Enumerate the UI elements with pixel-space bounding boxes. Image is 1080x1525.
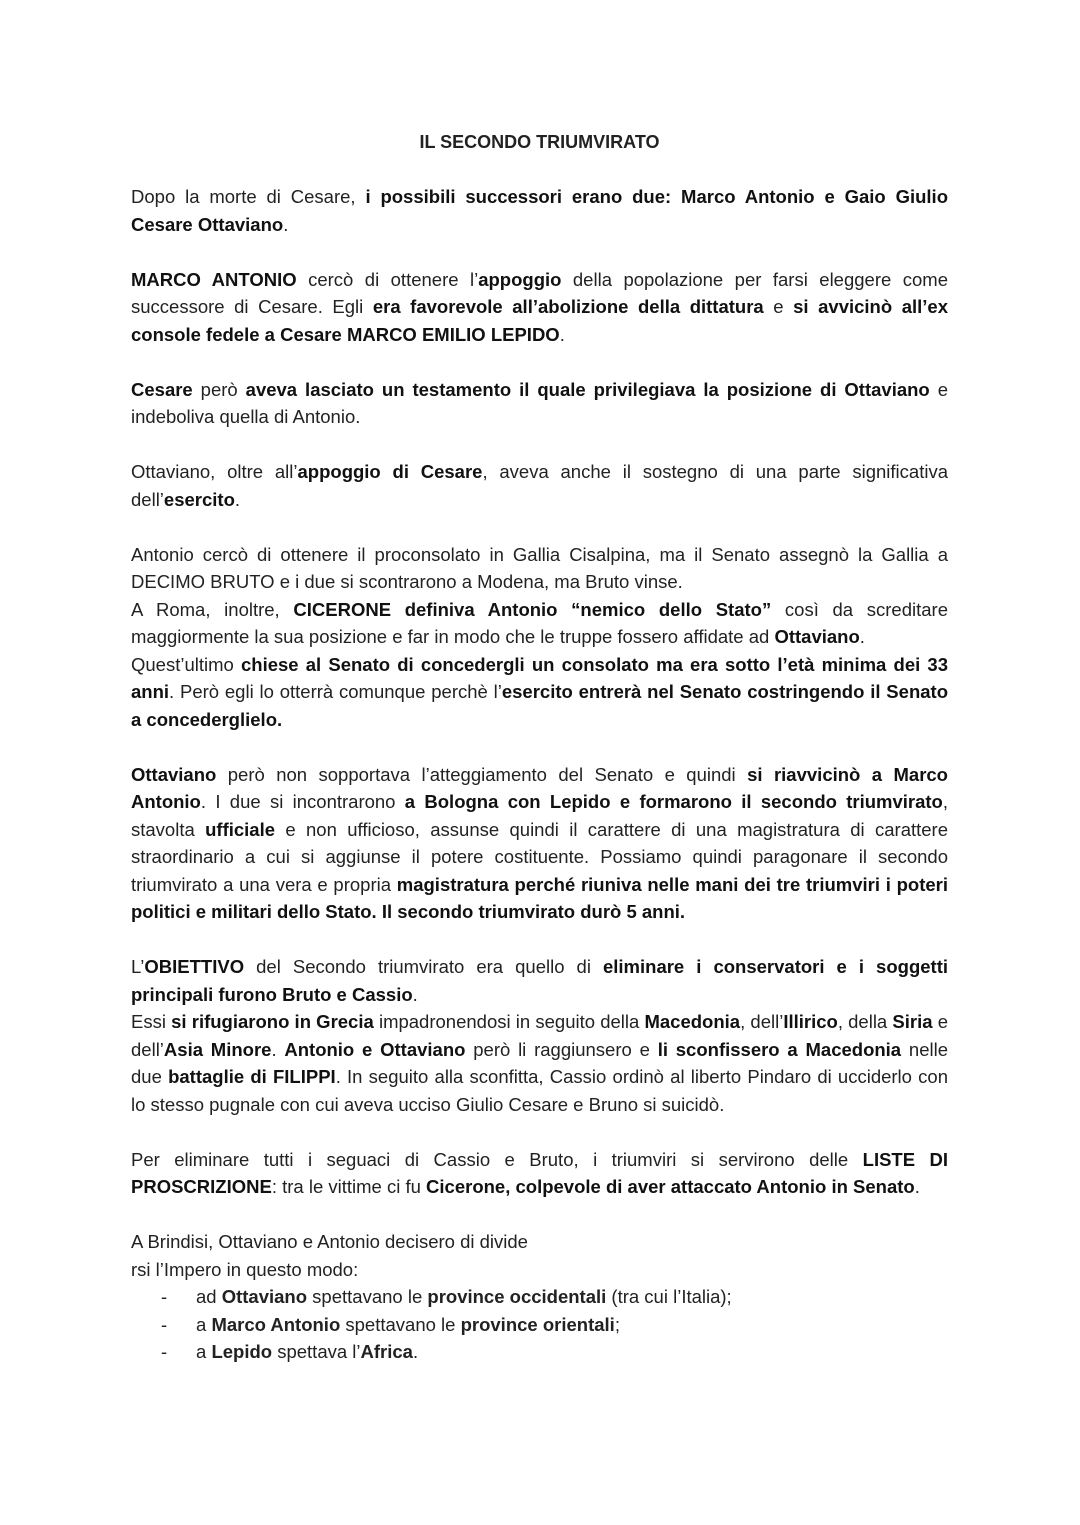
- paragraph-triumvirato: Ottaviano però non sopportava l’atteggiamento del Senato e quindi si riavvicinò a Marco Antonio. I due si incontrarono a Bologna con Lepido e formarono il secondo triumvirato, stavolta ufficiale e non ufficioso, assunse quindi il carattere di una magistratura di carattere straordinario a cui si aggiunse il potere costituente. Possiamo quindi paragonare il secondo triumvirato a una vera e propria magistratura perché riuniva nelle mani dei tre triumviri i poteri politici e militari dello Stato. Il secondo triumvirato durò 5 anni.: [131, 763, 948, 922]
- bold-text: eliminare i conservatori e i soggetti principali furono Bruto e Cassio: [131, 956, 948, 1005]
- paragraph-obiettivo: L’OBIETTIVO del Secondo triumvirato era quello di eliminare i conservatori e i soggetti principali furono Bruto e Cassio.: [131, 956, 948, 1005]
- list-item: - a Lepido spettava l’Africa.: [131, 1338, 948, 1366]
- bold-text: magistratura perché riuniva nelle mani dei tre triumviri i poteri politici e militari dello Stato. Il secondo triumvirato durò 5 anni.: [131, 873, 948, 922]
- bold-text: MARCO ANTONIO: [131, 268, 297, 290]
- list-item: - ad Ottaviano spettavano le province occidentali (tra cui l’Italia);: [131, 1283, 948, 1311]
- list-item: - a Marco Antonio spettavano le province orientali;: [131, 1311, 948, 1339]
- bold-text: si avvicinò all’ex console fedele a Cesare MARCO EMILIO LEPIDO: [131, 296, 948, 345]
- bold-text: province orientali: [460, 1313, 615, 1335]
- bold-text: LISTE DI PROSCRIZIONE: [131, 1148, 948, 1197]
- paragraph-successori: Dopo la morte di Cesare, i possibili successori erano due: Marco Antonio e Gaio Giulio Cesare Ottaviano.: [131, 186, 948, 235]
- paragraph-modena: Antonio cercò di ottenere il proconsolato in Gallia Cisalpina, ma il Senato assegnò la Gallia a DECIMO BRUTO e i due si scontrarono a Modena, ma Bruto vinse.: [131, 543, 948, 592]
- bold-text: appoggio di Cesare: [297, 461, 483, 482]
- bold-text: CICERONE definiva Antonio “nemico dello Stato”: [293, 598, 772, 620]
- bold-text: ufficiale: [205, 818, 276, 840]
- bold-text: Marco Antonio: [211, 1313, 341, 1335]
- bold-text: Antonio e Ottaviano: [284, 1038, 466, 1060]
- paragraph-testamento: Cesare però aveva lasciato un testamento il quale privilegiava la posizione di Ottaviano e indeboliva quella di Antonio.: [131, 378, 948, 427]
- bold-text: si riavvicinò a Marco Antonio: [131, 763, 948, 812]
- bold-text: province occidentali: [427, 1286, 607, 1307]
- paragraph-proscrizione: Per eliminare tutti i seguaci di Cassio e Bruto, i triumviri si servirono delle LISTE DI PROSCRIZIONE: tra le vittime ci fu Cicerone, colpevole di aver attaccato Antonio in Senato.: [131, 1148, 948, 1197]
- bold-text: Ottaviano: [221, 1286, 308, 1307]
- bold-text: a Bologna con Lepido e formarono il secondo triumvirato: [404, 791, 943, 812]
- bold-text: si rifugiarono in Grecia: [171, 1011, 374, 1032]
- bold-text: i possibili successori erano due: Marco Antonio e Gaio Giulio Cesare Ottaviano: [131, 186, 948, 235]
- paragraph-ottaviano-esercito: Ottaviano, oltre all’appoggio di Cesare, aveva anche il sostegno di una parte significativa dell’esercito.: [131, 461, 948, 510]
- bold-text: Africa: [360, 1341, 413, 1362]
- paragraph-brindisi-cont: rsi l’Impero in questo modo:: [131, 1258, 359, 1280]
- paragraph-cicerone: A Roma, inoltre, CICERONE definiva Antonio “nemico dello Stato” così da screditare maggiormente la sua posizione e far in modo che le truppe fossero affidate ad Ottaviano.: [131, 598, 948, 647]
- bold-text: Siria: [892, 1011, 933, 1032]
- bold-text: esercito: [163, 488, 235, 510]
- bold-text: esercito entrerà nel Senato costringendo il Senato a concederglielo.: [131, 681, 948, 730]
- bold-text: OBIETTIVO: [144, 956, 245, 977]
- bold-text: Illirico: [783, 1011, 838, 1032]
- page-title: IL SECONDO TRIUMVIRATO: [419, 132, 660, 152]
- document-page: [131, 128, 948, 1366]
- bold-text: Macedonia: [644, 1011, 741, 1032]
- bold-text: Cesare: [131, 378, 193, 400]
- bold-text: Ottaviano: [774, 626, 860, 647]
- bold-text: era favorevole all’abolizione della dittatura: [372, 296, 764, 317]
- paragraph-filippi: Essi si rifugiarono in Grecia impadronendosi in seguito della Macedonia, dell’Illirico, della Siria e dell’Asia Minore. Antonio e Ottaviano però li raggiunsero e li sconfissero a Macedonia nelle due battaglie di FILIPPI. In seguito alla sconfitta, Cassio ordinò al liberto Pindaro di ucciderlo con lo stesso pugnale con cui aveva ucciso Giulio Cesare e Bruno si suicidò.: [131, 1011, 948, 1115]
- division-list: [131, 1283, 948, 1366]
- bold-text: appoggio: [478, 268, 562, 290]
- bold-text: aveva lasciato un testamento il quale privilegiava la posizione di Ottaviano: [245, 378, 930, 400]
- bold-text: chiese al Senato di concedergli un consolato ma era sotto l’età minima dei 33 anni: [131, 653, 948, 702]
- bold-text: Asia Minore: [163, 1038, 272, 1060]
- bold-text: Cicerone, colpevole di aver attaccato Antonio in Senato: [426, 1176, 915, 1197]
- paragraph-consolato: Quest’ultimo chiese al Senato di concedergli un consolato ma era sotto l’età minima dei 33 anni. Però egli lo otterrà comunque perchè l’esercito entrerà nel Senato costringendo il Senato a concederglielo.: [131, 653, 948, 730]
- bold-text: battaglie di FILIPPI: [168, 1066, 336, 1087]
- paragraph-marco-antonio: MARCO ANTONIO cercò di ottenere l’appoggio della popolazione per farsi eleggere come successore di Cesare. Egli era favorevole all’abolizione della dittatura e si avvicinò all’ex console fedele a Cesare MARCO EMILIO LEPIDO.: [131, 268, 948, 345]
- paragraph-brindisi: A Brindisi, Ottaviano e Antonio decisero di divide: [131, 1231, 528, 1252]
- bold-text: li sconfissero a Macedonia: [657, 1038, 902, 1060]
- bold-text: Lepido: [211, 1341, 273, 1362]
- bold-text: Ottaviano: [131, 763, 217, 785]
